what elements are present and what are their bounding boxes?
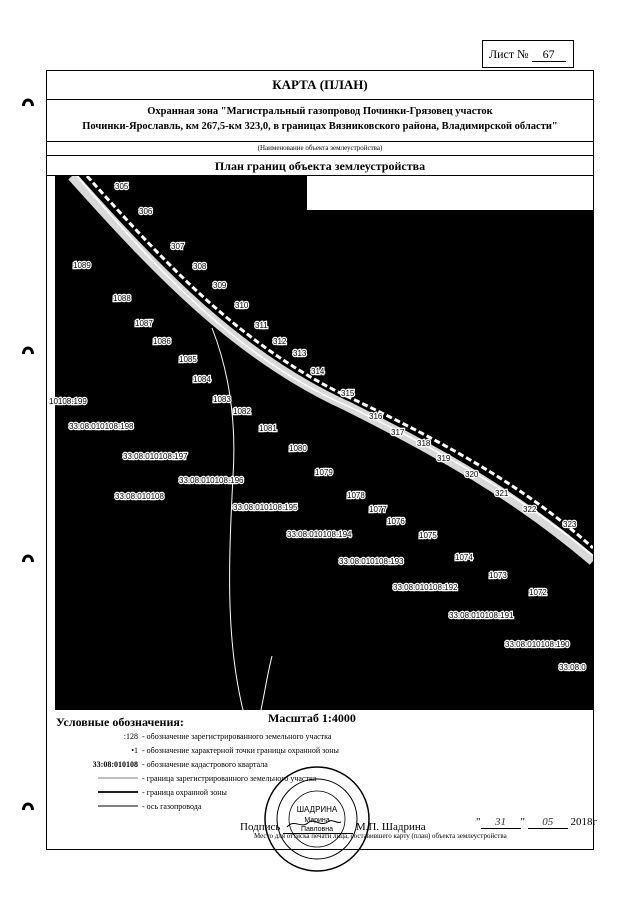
cadastral-number-label: 33:08:010108	[115, 492, 164, 501]
legend-item	[66, 801, 201, 812]
cadastral-number-label: 33:08:010108:192	[393, 583, 458, 592]
stamp-line-2: Марина	[304, 817, 330, 824]
legend-item	[66, 759, 268, 770]
legend-text: - граница зарегистрированного земельного участка	[142, 774, 317, 783]
cadastral-number-label: 33:08:010108:198	[69, 422, 134, 431]
date-month: 05	[528, 816, 568, 829]
cadastral-number-label: 10108:199	[49, 397, 87, 406]
legend-text: - обозначение зарегистрированного земельного участка	[142, 732, 332, 741]
legend-text: - граница охранной зоны	[142, 788, 227, 797]
boundary-point-label: 1085	[179, 355, 197, 364]
boundary-point-label: 305	[115, 182, 129, 191]
boundary-point-label: 307	[171, 242, 185, 251]
boundary-point-label: 306	[139, 207, 153, 216]
object-caption: (Наименование объекта землеустройства)	[257, 144, 383, 152]
zone-line-1: Охранная зона "Магистральный газопровод Починки-Грязовец участок	[147, 106, 493, 117]
map-blank-area	[307, 176, 593, 210]
axis-line-icon	[98, 803, 138, 809]
boundary-point-label: 311	[255, 321, 268, 330]
boundary-point-label: 1072	[529, 588, 547, 597]
boundary-point-label: 1087	[135, 319, 153, 328]
boundary-point-label: 1086	[153, 337, 171, 346]
sheet-number: 67	[532, 47, 566, 62]
legend-text: - ось газопровода	[142, 802, 202, 811]
legend-key-text: 1	[134, 746, 138, 755]
cadastral-number-label: 33:08:010108:194	[287, 530, 352, 539]
cadastral-number-label: 33:08:010108:190	[505, 640, 570, 649]
boundary-point-label: 1082	[233, 407, 251, 416]
boundary-point-label: 1076	[387, 517, 405, 526]
signature-date	[476, 816, 597, 829]
boundary-point-label: 1078	[347, 491, 365, 500]
cadastral-number-label: 33:08:010108:197	[123, 452, 188, 461]
boundary-point-label: 320	[465, 470, 479, 479]
punch-hole-icon	[20, 548, 36, 564]
boundary-point-label: 1084	[193, 375, 211, 384]
cadastral-number-label: 33:08:0	[559, 663, 586, 672]
boundary-point-label: 1083	[213, 395, 231, 404]
document-title: КАРТА (ПЛАН)	[47, 71, 593, 100]
boundary-point-label: 316	[369, 412, 383, 421]
cadastral-number-label: 33:08:010108:193	[339, 557, 404, 566]
boundary-point-label: 1075	[419, 531, 437, 540]
sheet-label: Лист №	[489, 47, 529, 61]
boundary-point-label: 1081	[259, 424, 277, 433]
divider	[47, 141, 593, 142]
plan-map	[47, 176, 593, 710]
map-edge-strip	[49, 466, 55, 706]
stamp-line-3: Павловна	[300, 826, 334, 833]
boundary-point-label: 1074	[455, 553, 473, 562]
boundary-point-label: 321	[495, 489, 509, 498]
boundary-point-label: 309	[213, 281, 227, 290]
boundary-point-label: 1080	[289, 444, 307, 453]
legend-key	[66, 801, 138, 812]
boundary-point-label: 317	[391, 428, 405, 437]
boundary-point-label: 322	[523, 505, 537, 514]
divider	[47, 155, 593, 156]
stamp-line-1: ШАДРИНА	[296, 805, 338, 814]
cadastral-number-label: 33:08:010108:196	[179, 476, 244, 485]
legend-item	[66, 731, 331, 742]
plan-title: План границ объекта землеустройства	[47, 157, 593, 176]
legend-text: - обозначение характерной точки границы охранной зоны	[142, 746, 339, 755]
boundary-point-label: 1079	[315, 468, 333, 477]
signature-caption: Место для оттиска печати лица, составившего карту (план) объекта землеустройства	[254, 832, 507, 840]
boundary-point-label: 319	[437, 454, 451, 463]
boundary-point-label: 1073	[489, 571, 507, 580]
legend-item	[66, 745, 339, 756]
legend-key	[66, 745, 138, 756]
boundary-point-label: 315	[341, 389, 355, 398]
legend-key	[66, 773, 138, 784]
sheet-number-box	[482, 40, 574, 68]
legend-key	[66, 787, 138, 798]
boundary-point-label: 1088	[113, 294, 131, 303]
signature-label: Подпись	[240, 821, 281, 833]
boundary-point-label: 1089	[73, 261, 91, 270]
legend-key: :128	[123, 732, 138, 741]
signatory-name: М.П. Шадрина	[355, 821, 426, 833]
boundary-point-label: 323	[563, 520, 577, 529]
cadastral-number-label: 33:08:010108:191	[449, 611, 514, 620]
thick-line-icon	[98, 789, 138, 795]
handwritten-signature	[283, 818, 343, 830]
boundary-point-label: 318	[417, 439, 431, 448]
punch-hole-icon	[20, 796, 36, 812]
map-scale: Масштаб 1:4000	[268, 711, 356, 725]
date-day: 31	[481, 816, 521, 829]
legend-title: Условные обозначения:	[56, 715, 184, 729]
punch-hole-icon	[20, 340, 36, 356]
boundary-point-label: 308	[193, 262, 207, 271]
point-marker-icon: •	[131, 746, 134, 755]
zone-line-2: Починки-Ярославль, км 267,5-км 323,0, в границах Вязниковского района, Владимирской области"	[82, 121, 558, 132]
boundary-point-label: 1077	[369, 505, 387, 514]
legend-text: - обозначение кадастрового квартала	[142, 760, 268, 769]
cadastral-number-label: 33:08:010108:195	[233, 503, 298, 512]
boundary-point-label: 310	[235, 301, 249, 310]
legend-item	[66, 787, 227, 798]
date-quote-close: "	[520, 816, 525, 828]
zone-description	[47, 104, 593, 134]
boundary-point-label: 312	[273, 337, 287, 346]
map-background	[47, 176, 593, 710]
punch-hole-icon	[20, 92, 36, 108]
date-quote-open: "	[476, 816, 481, 828]
boundary-point-label: 313	[293, 349, 307, 358]
boundary-point-label: 314	[311, 367, 325, 376]
thin-line-icon	[98, 775, 138, 781]
legend-key: 33:08:010108	[92, 760, 138, 769]
date-year: 2018г	[570, 816, 598, 828]
